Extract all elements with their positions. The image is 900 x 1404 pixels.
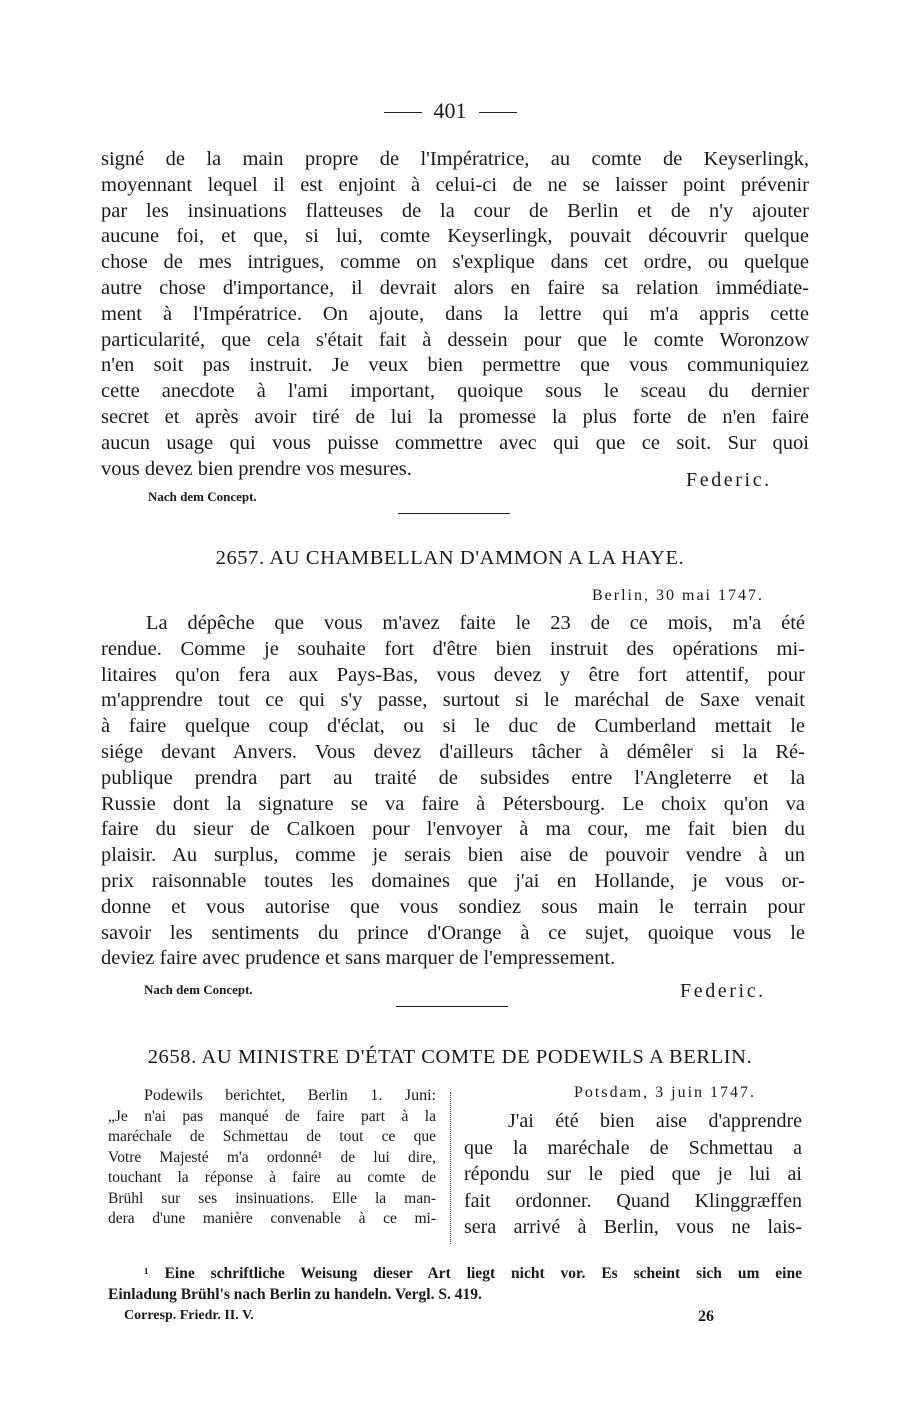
dateline: Berlin, 30 mai 1747. [592,587,764,604]
signature: Federic. [686,469,772,491]
body-line: plaisir. Au surplus, comme je serais bien aise de pouvoir vendre à un [101,844,805,867]
section-separator [398,513,510,514]
header-rule-right [479,112,517,113]
previous-letter-body [101,147,809,482]
body-line: autre chose d'importance, il devrait alors en faire sa relation immédiate- [101,276,809,299]
footer-signature-mark: 26 [698,1308,714,1325]
report-line: Votre Majesté m'a ordonné¹ de lui dire, [108,1148,436,1166]
source-note: Nach dem Concept. [144,982,253,997]
footnote-line: Einladung Brühl's nach Berlin zu handeln. Vergl. S. 419. [108,1286,482,1303]
body-line: donne et vous autorise que vous sondiez sous main le terrain pour [101,895,805,918]
body-line: secret et après avoir tiré de lui la promesse la plus forte de n'en faire [101,405,809,428]
body-line: savoir les sentiments du prince d'Orange à ce sujet, quoique vous le [101,921,805,944]
report-line: touchant la réponse à faire au comte de [108,1169,436,1186]
report-line: Brühl sur ses insinuations. Elle la man- [108,1189,436,1207]
body-line: Russie dont la signature se va faire à Pétersbourg. Le choix qu'on va [101,792,805,815]
body-line: rendue. Comme je souhaite fort d'être bien instruit des opérations mi- [101,637,805,660]
body-line: publique prendra part au traité de subsides entre l'Angleterre et la [101,766,805,789]
body-line: siége devant Anvers. Vous devez d'ailleurs tâcher à démêler si la Ré- [101,740,805,763]
body-line: par les insinuations flatteuses de la cour de Berlin et de n'y ajouter [101,199,809,222]
letter-body [101,611,805,972]
dateline: Potsdam, 3 juin 1747. [574,1084,757,1101]
footnote [108,1263,802,1305]
reply-line: sera arrivé à Berlin, vous ne lais- [464,1216,802,1238]
header-rule-left [384,112,422,113]
report-line: Podewils berichtet, Berlin 1. Juni: [144,1087,436,1104]
reply-line: fait ordonner. Quand Klinggræffen [464,1189,802,1212]
page-header [0,98,900,124]
footer-series: Corresp. Friedr. II. V. [124,1308,254,1323]
body-line: ment à l'Impératrice. On ajoute, dans la lettre qui m'a appris cette [101,302,809,325]
body-line: aucune foi, et que, si lui, comte Keyserlingk, pouvait découvrir quelque [101,225,809,248]
letter-heading: 2657. AU CHAMBELLAN D'AMMON A LA HAYE. [215,547,685,569]
signature: Federic. [680,980,766,1002]
body-line: litaires qu'on fera aux Pays-Bas, vous devez y être fort attentif, pour [101,663,805,686]
section-separator [396,1006,508,1007]
body-line: faire du sieur de Calkoen pour l'envoyer à ma cour, me fait bien du [101,818,805,841]
body-line: cette anecdote à l'ami important, quoique sous le sceau du dernier [101,380,809,403]
body-line: à faire quelque coup d'éclat, ou si le duc de Cumberland mettait le [101,715,805,738]
body-line: deviez faire avec prudence et sans marquer de l'empressement. [101,947,616,970]
reply-line: J'ai été bien aise d'apprendre [508,1110,802,1132]
column-divider [450,1092,451,1244]
body-line: La dépêche que vous m'avez faite le 23 de ce mois, m'a été [146,612,805,634]
page-number: 401 [433,98,467,123]
reply-column [464,1108,802,1241]
body-line: m'apprendre tout ce qui s'y passe, surtout si le maréchal de Saxe venait [101,689,805,712]
reply-line: que la maréchale de Schmettau a [464,1136,802,1159]
body-line: prix raisonnable toutes les domaines que j'ai en Hollande, je vous or- [101,869,805,892]
report-column [108,1086,436,1230]
body-line: vous devez bien prendre vos mesures. [101,457,412,480]
body-line: moyennant lequel il est enjoint à celui-ci de ne se laisser point prévenir [101,173,809,196]
body-line: chose de mes intrigues, comme on s'explique dans cet ordre, ou quelque [101,251,809,274]
body-line: particularité, que cela s'était fait à dessein pour que le comte Woronzow [101,328,809,351]
letter-heading: 2658. AU MINISTRE D'ÉTAT COMTE DE PODEWILS A BERLIN. [147,1046,753,1068]
source-note: Nach dem Concept. [148,489,257,504]
body-line: aucun usage qui vous puisse commettre avec qui que ce soit. Sur quoi [101,431,809,454]
report-line: „Je n'ai pas manqué de faire part à la [108,1107,436,1125]
reply-line: répondu sur le pied que je lui ai [464,1163,802,1185]
body-line: signé de la main propre de l'Impératrice, au comte de Keyserlingk, [101,148,809,170]
footnote-line: ¹ Eine schriftliche Weisung dieser Art liegt nicht vor. Es scheint sich um eine [144,1265,802,1282]
report-line: dera d'une manière convenable à ce mi- [108,1210,436,1227]
body-line: n'en soit pas instruit. Je veux bien permettre que vous communiquiez [101,354,809,377]
report-line: maréchale de Schmettau de tout ce que [108,1128,436,1145]
